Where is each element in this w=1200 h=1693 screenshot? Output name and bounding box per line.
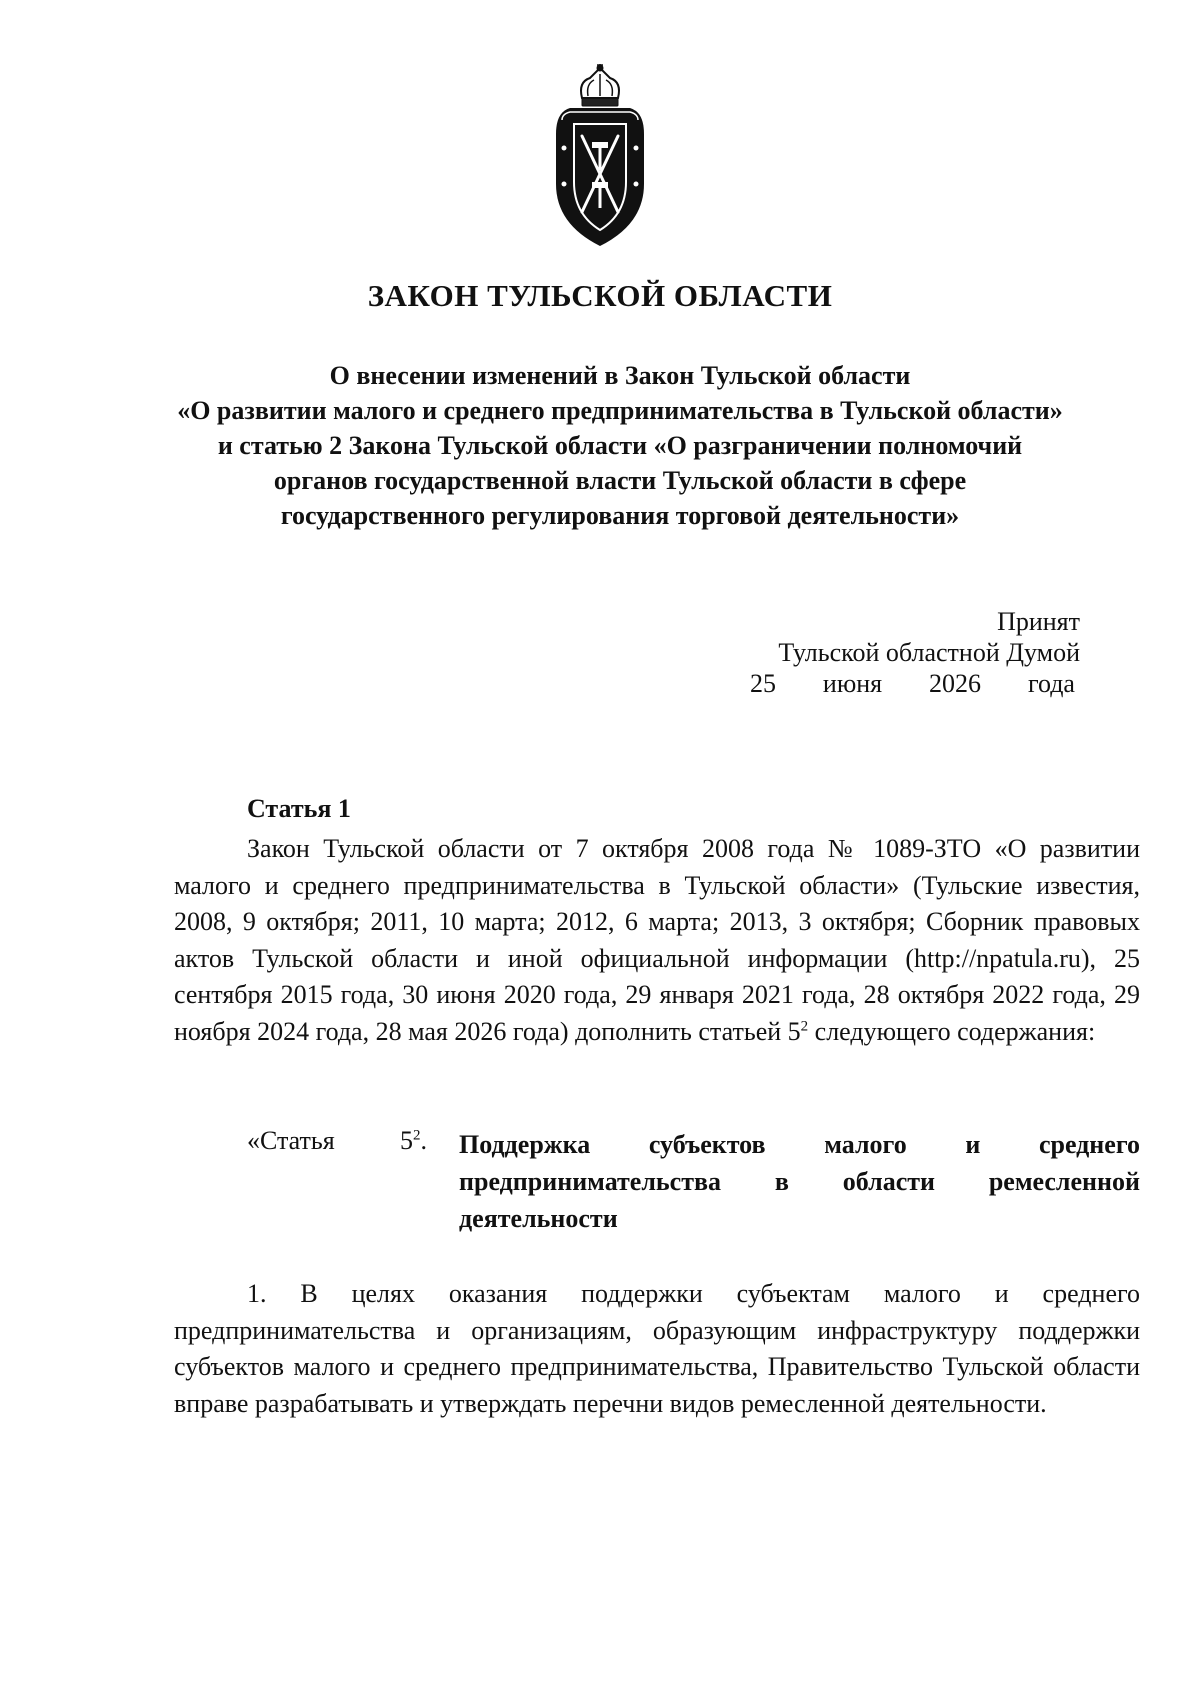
adoption-suffix: года xyxy=(1027,669,1075,698)
adopted-label: Принят xyxy=(997,607,1080,636)
article-number-dot: . xyxy=(420,1126,427,1155)
adoption-block xyxy=(720,606,1080,699)
subtitle-line: «О развитии малого и среднего предпринимательства в Тульской области» xyxy=(177,396,1063,425)
article-5-2-label xyxy=(247,1126,427,1156)
subtitle-line: О внесении изменений в Закон Тульской области xyxy=(329,361,911,390)
article-number: 5 xyxy=(400,1126,413,1155)
subtitle-line: органов государственной власти Тульской области в сфере xyxy=(273,466,967,495)
subtitle-line: государственного регулирования торговой деятельности» xyxy=(280,501,960,530)
article-5-2-label-word: «Статья xyxy=(247,1126,335,1155)
article-5-2-point-1: 1. В целях оказания поддержки субъектам малого и среднего предпринимательства и организациям, образующим инфраструктуру поддержки субъектов малого и среднего предпринимательства, Правительство Тульской области вправе разрабатывать и утверждать перечни видов ремесленной деятельности. xyxy=(174,1279,1140,1418)
article-number-sup: 2 xyxy=(413,1127,421,1144)
coat-of-arms-icon xyxy=(540,64,660,250)
document-title: ЗАКОН ТУЛЬСКОЙ ОБЛАСТИ xyxy=(367,278,833,313)
article-1-text-sup: 2 xyxy=(800,1017,809,1034)
adoption-day: 25 xyxy=(750,669,776,698)
adopted-by: Тульской областной Думой xyxy=(778,638,1080,667)
article-1-text-main: Закон Тульской области от 7 октября 2008 года № 1089-ЗТО «О развитии малого и среднего предпринимательства в Тульской области» (Тульские известия, 2008, 9 октября; 2011, 10 марта; 2012, 6 марта; 2013, 3 октября; Сборник правовых актов Тульской области и иной официальной информации (http://npatula.ru), 25 сентября 2015 года, 30 июня 2020 года, 29 января 2021 года, 28 октября 2022 года, 29 ноября 2024 года, 28 мая 2026 года) дополнить статьей 5 xyxy=(174,834,1140,1046)
adoption-date xyxy=(720,668,1080,699)
article-5-2-label-number xyxy=(400,1126,427,1156)
article-5-2-title: Поддержка субъектов малого и среднего предпринимательства в области ремесленной деятельности xyxy=(459,1130,1140,1233)
article-1-text-end: следующего содержания: xyxy=(808,1016,1096,1046)
adoption-year: 2026 xyxy=(929,669,982,698)
article-1-heading: Статья 1 xyxy=(247,794,351,823)
article-1-text xyxy=(174,831,1140,1050)
subtitle-line: и статью 2 Закона Тульской области «О разграничении полномочий xyxy=(217,431,1023,460)
adoption-month: июня xyxy=(822,669,883,698)
document-subtitle xyxy=(140,358,1100,533)
